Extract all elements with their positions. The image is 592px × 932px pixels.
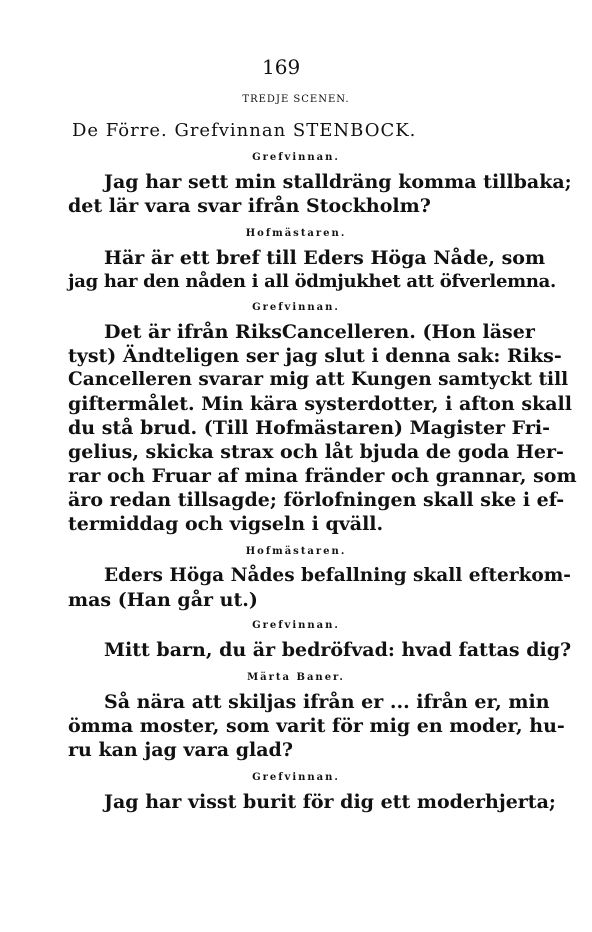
speaker-name: Grefvinnan. [252,302,340,313]
text-line: mas (Han går ut.) [68,589,258,611]
text-line: gelius, skicka strax och låt bjuda de goda Her- [68,441,564,463]
text-line: Eders Höga Nådes befallning skall efterkom- [104,565,571,586]
speaker-name: Grefvinnan. [252,772,340,783]
scene-title: TREDJE SCENEN. [242,94,350,105]
speaker-name: Märta Baner. [247,672,345,683]
text-line: Här är ett bref till Eders Höga Nåde, som [104,247,546,269]
speaker-name: Hofmästaren. [245,546,347,557]
text-line: Det är ifrån RiksCancelleren. (Hon läser [104,321,535,343]
text-line: jag har den nåden i all ödmjukhet att öfverlemna. [68,271,556,292]
text-line: giftermålet. Min kära systerdotter, i afton skall [68,393,572,415]
speaker-name: Grefvinnan. [252,620,340,631]
text-line: du stå brud. (Till Hofmästaren) Magister Fri- [68,417,550,439]
text-line: Cancelleren svarar mig att Kungen samtyckt till [68,369,569,390]
text-line: ru kan jag vara glad? [68,739,293,761]
text-line: Så nära att skiljas ifrån er ... ifrån er, min [104,691,550,713]
text-line: rar och Fruar af mina fränder och grannar, som [68,465,577,487]
text-line: ömma moster, som varit för mig en moder, hu- [68,715,565,737]
text-line: äro redan tillsagde; förlofningen skall ske i ef- [68,489,565,511]
page-number: 169 [262,55,301,79]
text-line: tyst) Ändteligen ser jag slut i denna sak: Riks- [68,345,562,367]
text-line: Jag har sett min stalldräng komma tillbaka; [104,171,572,193]
speaker-name: Grefvinnan. [252,152,340,163]
text-line: Mitt barn, du är bedröfvad: hvad fattas dig? [104,639,572,661]
cast-line: De Förre. Grefvinnan STENBOCK. [72,120,417,141]
speaker-name: Hofmästaren. [245,228,347,239]
text-line: det lär vara svar ifrån Stockholm? [68,195,431,217]
text-line: termiddag och vigseln i qväll. [68,513,384,535]
text-line: Jag har visst burit för dig ett moderhjerta; [104,791,556,813]
